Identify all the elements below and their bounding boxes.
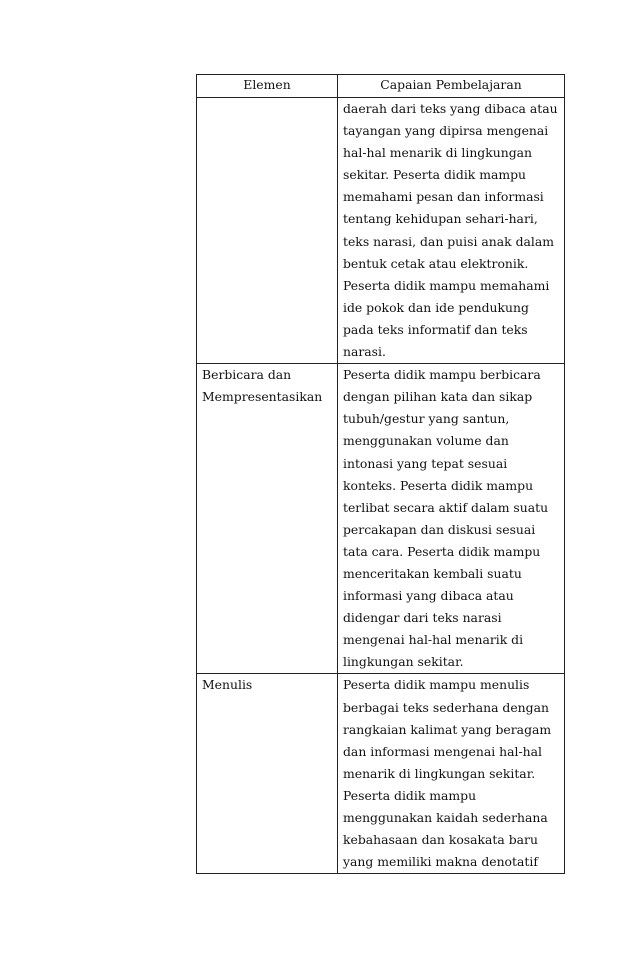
capaian-line: hal-hal menarik di lingkungan [343, 145, 533, 161]
capaian-line: narasi. [343, 344, 386, 360]
capaian-line: intonasi yang tepat sesuai [343, 455, 508, 471]
capaian-line: ide pokok dan ide pendukung [343, 299, 529, 315]
capaian-line: berbagai teks sederhana dengan [343, 699, 549, 715]
capaian-line: tayangan yang dipirsa mengenai [343, 123, 549, 139]
capaian-line: percakapan dan diskusi sesuai [343, 521, 536, 537]
elemen-cell [197, 364, 338, 674]
capaian-line: mengenai hal-hal menarik di [343, 632, 524, 648]
capaian-line: kebahasaan dan kosakata baru [343, 832, 538, 848]
capaian-line: dengan pilihan kata dan sikap [343, 389, 533, 405]
capaian-line: menggunakan kaidah sederhana [343, 810, 548, 825]
capaian-line: menarik di lingkungan sekitar. [343, 765, 536, 781]
capaian-line: menceritakan kembali suatu [343, 565, 522, 581]
header-elemen: Elemen [197, 75, 338, 98]
capaian-pembelajaran-table [196, 74, 565, 874]
capaian-line: bentuk cetak atau elektronik. [343, 255, 529, 271]
capaian-line: terlibat secara aktif dalam suatu [343, 499, 549, 515]
elemen-cell [197, 98, 338, 364]
header-capaian-pembelajaran: Capaian Pembelajaran [338, 75, 565, 98]
capaian-line: sekitar. Peserta didik mampu [343, 167, 527, 183]
capaian-line: lingkungan sekitar. [343, 654, 464, 670]
capaian-line: konteks. Peserta didik mampu [343, 477, 534, 493]
capaian-line: daerah dari teks yang dibaca atau [343, 101, 558, 116]
capaian-line: menggunakan volume dan [343, 433, 509, 449]
capaian-line: yang memiliki makna denotatif [343, 854, 538, 870]
table-row [197, 364, 565, 674]
capaian-line: dan informasi mengenai hal-hal [343, 743, 542, 759]
capaian-cell [338, 674, 565, 874]
elemen-line: Menulis [202, 677, 253, 693]
capaian-line: Peserta didik mampu berbicara [343, 367, 541, 383]
table-row [197, 674, 565, 874]
capaian-line: Peserta didik mampu memahami [343, 277, 550, 293]
capaian-cell [338, 98, 565, 364]
capaian-line: rangkaian kalimat yang beragam [343, 721, 552, 737]
capaian-line: informasi yang dibaca atau [343, 588, 514, 604]
capaian-line: Peserta didik mampu menulis [343, 677, 530, 693]
capaian-line: memahami pesan dan informasi [343, 189, 544, 205]
elemen-cell [197, 674, 338, 874]
capaian-line: tata cara. Peserta didik mampu [343, 543, 541, 559]
table-row [197, 98, 565, 364]
capaian-line: didengar dari teks narasi [343, 610, 502, 626]
capaian-line: tubuh/gestur yang santun, [343, 411, 510, 427]
capaian-line: tentang kehidupan sehari-hari, [343, 211, 538, 227]
capaian-cell [338, 364, 565, 674]
capaian-line: pada teks informatif dan teks [343, 321, 528, 337]
capaian-line: Peserta didik mampu [343, 787, 477, 803]
capaian-line: teks narasi, dan puisi anak dalam [343, 233, 554, 249]
elemen-line: Mempresentasikan [202, 389, 323, 405]
elemen-line: Berbicara dan [202, 367, 292, 383]
table-header-row [197, 75, 565, 98]
